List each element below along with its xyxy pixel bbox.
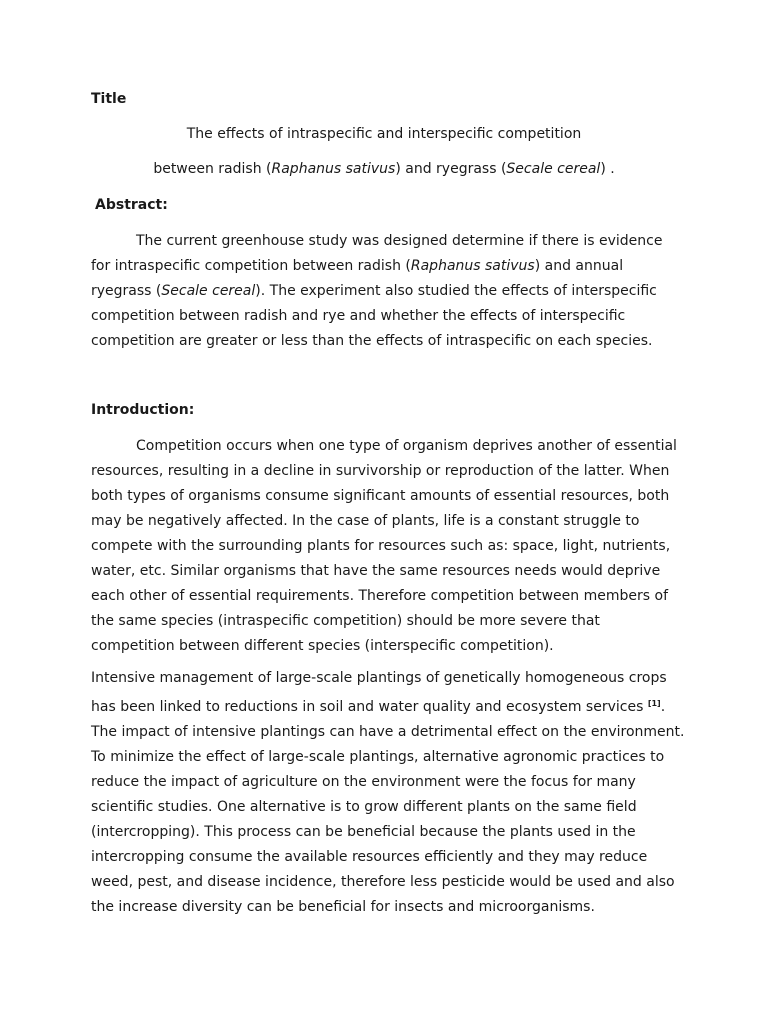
citation-reference: [1] bbox=[647, 699, 661, 708]
intro-line: competition between different species (interspecific competition). bbox=[91, 638, 554, 654]
species-name: Secale cereal bbox=[506, 161, 601, 177]
species-name: Raphanus sativus bbox=[271, 161, 396, 177]
intro-line: Intensive management of large-scale plantings of genetically homogeneous crops bbox=[91, 670, 667, 686]
introduction-paragraph-2 bbox=[91, 666, 685, 920]
introduction-paragraph-1 bbox=[91, 434, 681, 659]
species-name: Raphanus sativus bbox=[410, 258, 535, 274]
title-text: ) . bbox=[600, 161, 615, 177]
intro-line: The impact of intensive plantings can have a detrimental effect on the environment. bbox=[91, 724, 685, 740]
abstract-line: competition between radish and rye and whether the effects of interspecific bbox=[91, 308, 626, 324]
intro-line bbox=[91, 691, 681, 720]
abstract-paragraph bbox=[91, 229, 681, 354]
text-run: has been linked to reductions in soil and water quality and ecosystem services bbox=[91, 699, 648, 715]
intro-line: compete with the surrounding plants for resources such as: space, light, nutrients, bbox=[91, 538, 671, 554]
intro-line: may be negatively affected. In the case of plants, life is a constant struggle to bbox=[91, 513, 640, 529]
title-text: between radish ( bbox=[153, 161, 272, 177]
text-run: ) and annual bbox=[534, 258, 624, 274]
text-run: for intraspecific competition between radish ( bbox=[91, 258, 411, 274]
text-run: ryegrass ( bbox=[91, 283, 162, 299]
paper-title-line-1: The effects of intraspecific and interspecific competition bbox=[186, 126, 582, 142]
intro-line: To minimize the effect of large-scale plantings, alternative agronomic practices to bbox=[91, 749, 665, 765]
abstract-line bbox=[91, 254, 681, 279]
intro-line: resources, resulting in a decline in survivorship or reproduction of the latter. When bbox=[91, 463, 670, 479]
species-name: Secale cereal bbox=[161, 283, 256, 299]
intro-line: the increase diversity can be beneficial for insects and microorganisms. bbox=[91, 899, 595, 915]
paper-title-line-2 bbox=[0, 161, 768, 177]
abstract-line bbox=[91, 279, 681, 304]
abstract-line: competition are greater or less than the effects of intraspecific on each species. bbox=[91, 333, 653, 349]
intro-line: the same species (intraspecific competition) should be more severe that bbox=[91, 613, 600, 629]
abstract-heading: Abstract: bbox=[95, 197, 168, 213]
intro-line: weed, pest, and disease incidence, therefore less pesticide would be used and also bbox=[91, 874, 675, 890]
title-text: ) and ryegrass ( bbox=[395, 161, 507, 177]
text-run: ). The experiment also studied the effects of interspecific bbox=[255, 283, 657, 299]
intro-line: (intercropping). This process can be beneficial because the plants used in the bbox=[91, 824, 636, 840]
intro-line: reduce the impact of agriculture on the environment were the focus for many bbox=[91, 774, 636, 790]
introduction-heading: Introduction: bbox=[91, 402, 195, 418]
intro-line: both types of organisms consume significant amounts of essential resources, both bbox=[91, 488, 670, 504]
intro-line: intercropping consume the available resources efficiently and they may reduce bbox=[91, 849, 648, 865]
intro-line: scientific studies. One alternative is to grow different plants on the same field bbox=[91, 799, 637, 815]
title-label: Title bbox=[91, 91, 127, 107]
intro-line: water, etc. Similar organisms that have the same resources needs would deprive bbox=[91, 563, 661, 579]
intro-line: Competition occurs when one type of organism deprives another of essential bbox=[136, 438, 677, 454]
abstract-line: The current greenhouse study was designed determine if there is evidence bbox=[136, 233, 663, 249]
text-run: . bbox=[660, 699, 666, 715]
intro-line: each other of essential requirements. Therefore competition between members of bbox=[91, 588, 668, 604]
